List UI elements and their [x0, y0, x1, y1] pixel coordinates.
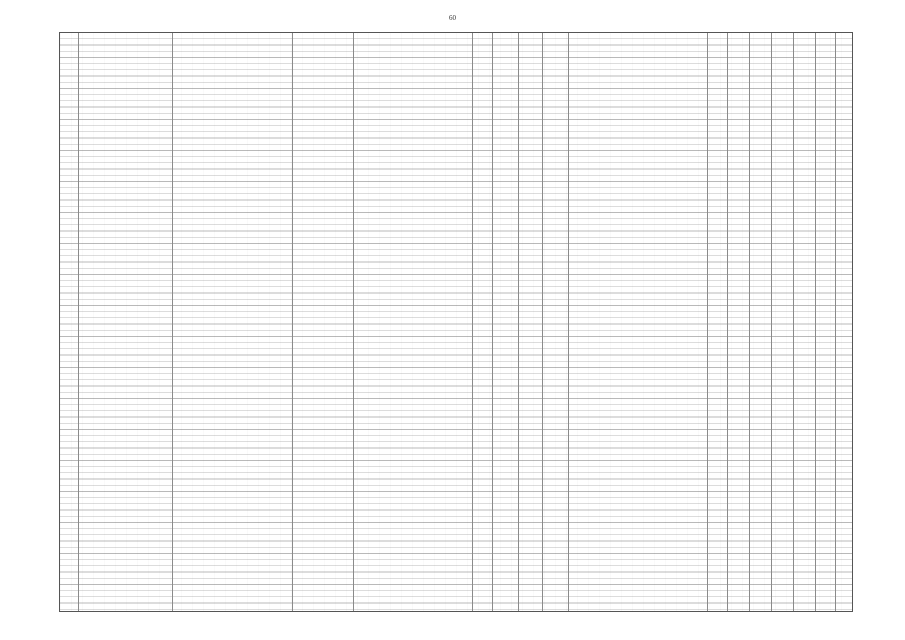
table-column-divider	[568, 33, 569, 611]
table-column-divider	[793, 33, 794, 611]
table-column-divider	[771, 33, 772, 611]
table-column-divider	[492, 33, 493, 611]
page-number: 60	[449, 14, 456, 22]
table-column-divider	[78, 33, 79, 611]
table-column-divider	[542, 33, 543, 611]
table-column-divider	[707, 33, 708, 611]
table-column-divider	[749, 33, 750, 611]
table-column-divider	[835, 33, 836, 611]
table-column-divider	[727, 33, 728, 611]
table-column-divider	[472, 33, 473, 611]
table-column-divider	[815, 33, 816, 611]
table-column-divider	[353, 33, 354, 611]
data-table	[59, 32, 853, 612]
table-column-divider	[518, 33, 519, 611]
scan-texture	[60, 33, 852, 611]
table-column-divider	[172, 33, 173, 611]
table-column-divider	[292, 33, 293, 611]
